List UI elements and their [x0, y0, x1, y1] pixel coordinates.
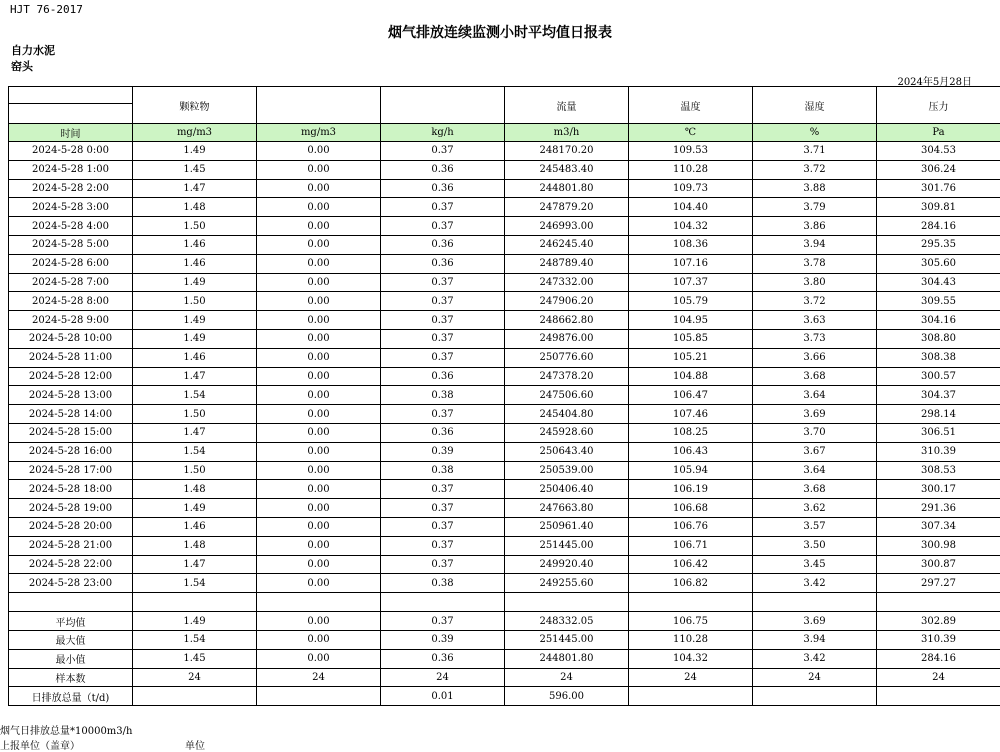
cell-pressure: 304.43 — [877, 273, 1000, 292]
cell-time: 2024-5-28 17:00 — [9, 461, 133, 480]
cell-pressure: 304.16 — [877, 311, 1000, 330]
cell-time: 2024-5-28 14:00 — [9, 405, 133, 424]
cell-humidity: 3.66 — [753, 348, 877, 367]
summary-cell-mg: 24 — [257, 668, 381, 687]
table-row — [9, 405, 1000, 424]
cell-temperature: 106.43 — [629, 442, 753, 461]
header-cell-humidity: 湿度 — [753, 87, 877, 124]
cell-time: 2024-5-28 12:00 — [9, 367, 133, 386]
summary-row — [9, 612, 1000, 631]
cell-humidity: 3.69 — [753, 405, 877, 424]
spacer-cell — [257, 593, 381, 612]
cell-kg: 0.36 — [381, 367, 505, 386]
cell-flow: 249255.60 — [505, 574, 629, 593]
cell-time: 2024-5-28 10:00 — [9, 329, 133, 348]
cell-time: 2024-5-28 13:00 — [9, 386, 133, 405]
cell-mg: 0.00 — [257, 179, 381, 198]
cell-humidity: 3.64 — [753, 386, 877, 405]
spacer-row — [9, 593, 1000, 612]
cell-time: 2024-5-28 1:00 — [9, 160, 133, 179]
cell-flow: 251445.00 — [505, 536, 629, 555]
unit-row — [9, 124, 1000, 142]
cell-mg: 0.00 — [257, 311, 381, 330]
cell-kg: 0.36 — [381, 254, 505, 273]
cell-pressure: 308.53 — [877, 461, 1000, 480]
unit-cell-temperature: ℃ — [629, 124, 753, 142]
cell-particulate: 1.47 — [133, 367, 257, 386]
header-cell-pressure: 压力 — [877, 87, 1000, 124]
unit-label: 单位 — [185, 737, 205, 752]
cell-kg: 0.36 — [381, 179, 505, 198]
header-cell-kg — [381, 87, 505, 124]
summary-cell-pressure — [877, 687, 1000, 706]
header-row — [9, 87, 1000, 124]
cell-temperature: 106.71 — [629, 536, 753, 555]
cell-humidity: 3.62 — [753, 499, 877, 518]
summary-cell-kg: 0.36 — [381, 649, 505, 668]
spacer-cell — [133, 593, 257, 612]
cell-mg: 0.00 — [257, 367, 381, 386]
cell-temperature: 107.16 — [629, 254, 753, 273]
cell-pressure: 306.51 — [877, 423, 1000, 442]
cell-time: 2024-5-28 5:00 — [9, 235, 133, 254]
cell-particulate: 1.50 — [133, 461, 257, 480]
unit-cell-particulate: mg/m3 — [133, 124, 257, 142]
summary-cell-kg: 0.39 — [381, 630, 505, 649]
cell-flow: 245928.60 — [505, 423, 629, 442]
cell-humidity: 3.67 — [753, 442, 877, 461]
cell-mg: 0.00 — [257, 517, 381, 536]
cell-flow: 250643.40 — [505, 442, 629, 461]
cell-time: 2024-5-28 2:00 — [9, 179, 133, 198]
spacer-cell — [9, 593, 133, 612]
cell-kg: 0.36 — [381, 235, 505, 254]
table-row — [9, 348, 1000, 367]
cell-humidity: 3.78 — [753, 254, 877, 273]
cell-pressure: 307.34 — [877, 517, 1000, 536]
cell-flow: 247506.60 — [505, 386, 629, 405]
cell-mg: 0.00 — [257, 329, 381, 348]
cell-flow: 247663.80 — [505, 499, 629, 518]
cell-time: 2024-5-28 16:00 — [9, 442, 133, 461]
summary-cell-particulate: 1.45 — [133, 649, 257, 668]
cell-mg: 0.00 — [257, 142, 381, 161]
spacer-cell — [505, 593, 629, 612]
report-table — [8, 86, 1000, 706]
cell-particulate: 1.47 — [133, 179, 257, 198]
cell-humidity: 3.71 — [753, 142, 877, 161]
summary-cell-mg: 0.00 — [257, 649, 381, 668]
summary-cell-mg: 0.00 — [257, 630, 381, 649]
unit-cell-humidity: % — [753, 124, 877, 142]
cell-particulate: 1.48 — [133, 198, 257, 217]
cell-flow: 248170.20 — [505, 142, 629, 161]
cell-particulate: 1.49 — [133, 499, 257, 518]
cell-particulate: 1.45 — [133, 160, 257, 179]
summary-row — [9, 668, 1000, 687]
cell-flow: 247332.00 — [505, 273, 629, 292]
cell-particulate: 1.46 — [133, 235, 257, 254]
cell-pressure: 304.53 — [877, 142, 1000, 161]
summary-cell-pressure: 310.39 — [877, 630, 1000, 649]
cell-particulate: 1.48 — [133, 480, 257, 499]
cell-temperature: 109.53 — [629, 142, 753, 161]
cell-pressure: 298.14 — [877, 405, 1000, 424]
summary-row — [9, 687, 1000, 706]
cell-pressure: 304.37 — [877, 386, 1000, 405]
cell-flow: 250406.40 — [505, 480, 629, 499]
cell-mg: 0.00 — [257, 461, 381, 480]
cell-humidity: 3.68 — [753, 367, 877, 386]
report-date: 2024年5月28日 — [897, 73, 972, 88]
cell-particulate: 1.54 — [133, 574, 257, 593]
cell-kg: 0.38 — [381, 386, 505, 405]
spacer-cell — [753, 593, 877, 612]
cell-flow: 245404.80 — [505, 405, 629, 424]
location-name: 窑头 — [11, 58, 33, 74]
cell-kg: 0.37 — [381, 273, 505, 292]
cell-mg: 0.00 — [257, 160, 381, 179]
cell-flow: 246993.00 — [505, 217, 629, 236]
table-row — [9, 536, 1000, 555]
summary-cell-temperature: 106.75 — [629, 612, 753, 631]
table-row — [9, 517, 1000, 536]
summary-cell-particulate: 24 — [133, 668, 257, 687]
cell-kg: 0.37 — [381, 329, 505, 348]
cell-kg: 0.37 — [381, 480, 505, 499]
cell-flow: 250539.00 — [505, 461, 629, 480]
summary-cell-humidity: 3.69 — [753, 612, 877, 631]
cell-temperature: 107.37 — [629, 273, 753, 292]
cell-mg: 0.00 — [257, 423, 381, 442]
cell-temperature: 106.68 — [629, 499, 753, 518]
summary-cell-kg: 24 — [381, 668, 505, 687]
cell-flow: 244801.80 — [505, 179, 629, 198]
cell-temperature: 104.88 — [629, 367, 753, 386]
footer-note: 烟气日排放总量*10000m3/h — [0, 722, 132, 737]
table-row — [9, 423, 1000, 442]
cell-particulate: 1.49 — [133, 142, 257, 161]
cell-humidity: 3.88 — [753, 179, 877, 198]
summary-cell-mg: 0.00 — [257, 612, 381, 631]
cell-humidity: 3.94 — [753, 235, 877, 254]
cell-mg: 0.00 — [257, 235, 381, 254]
cell-time: 2024-5-28 22:00 — [9, 555, 133, 574]
table-row — [9, 367, 1000, 386]
cell-temperature: 105.85 — [629, 329, 753, 348]
cell-flow: 248789.40 — [505, 254, 629, 273]
cell-time: 2024-5-28 15:00 — [9, 423, 133, 442]
summary-cell-humidity: 3.42 — [753, 649, 877, 668]
cell-time: 2024-5-28 18:00 — [9, 480, 133, 499]
summary-cell-kg: 0.01 — [381, 687, 505, 706]
unit-cell-pressure: Pa — [877, 124, 1000, 142]
cell-humidity: 3.45 — [753, 555, 877, 574]
cell-time: 2024-5-28 20:00 — [9, 517, 133, 536]
cell-humidity: 3.64 — [753, 461, 877, 480]
summary-cell-temperature: 104.32 — [629, 649, 753, 668]
cell-particulate: 1.49 — [133, 273, 257, 292]
header-cell-time — [9, 87, 133, 124]
cell-pressure: 306.24 — [877, 160, 1000, 179]
cell-humidity: 3.72 — [753, 292, 877, 311]
cell-humidity: 3.50 — [753, 536, 877, 555]
cell-kg: 0.37 — [381, 555, 505, 574]
cell-pressure: 300.57 — [877, 367, 1000, 386]
cell-temperature: 105.79 — [629, 292, 753, 311]
summary-cell-kg: 0.37 — [381, 612, 505, 631]
cell-humidity: 3.57 — [753, 517, 877, 536]
header-cell-particulate: 颗粒物 — [133, 87, 257, 124]
summary-cell-pressure: 284.16 — [877, 649, 1000, 668]
cell-time: 2024-5-28 7:00 — [9, 273, 133, 292]
cell-mg: 0.00 — [257, 217, 381, 236]
table-row — [9, 254, 1000, 273]
cell-humidity: 3.73 — [753, 329, 877, 348]
cell-time: 2024-5-28 6:00 — [9, 254, 133, 273]
table-row — [9, 198, 1000, 217]
unit-cell-kg: kg/h — [381, 124, 505, 142]
summary-cell-flow: 248332.05 — [505, 612, 629, 631]
summary-cell-particulate: 1.49 — [133, 612, 257, 631]
cell-particulate: 1.50 — [133, 217, 257, 236]
cell-mg: 0.00 — [257, 499, 381, 518]
header-cell-mg — [257, 87, 381, 124]
cell-flow: 245483.40 — [505, 160, 629, 179]
cell-temperature: 108.36 — [629, 235, 753, 254]
cell-kg: 0.38 — [381, 574, 505, 593]
cell-mg: 0.00 — [257, 254, 381, 273]
summary-cell-particulate — [133, 687, 257, 706]
cell-mg: 0.00 — [257, 273, 381, 292]
cell-flow: 250776.60 — [505, 348, 629, 367]
summary-cell-temperature — [629, 687, 753, 706]
cell-pressure: 300.87 — [877, 555, 1000, 574]
cell-temperature: 106.76 — [629, 517, 753, 536]
cell-pressure: 309.55 — [877, 292, 1000, 311]
cell-pressure: 300.17 — [877, 480, 1000, 499]
cell-particulate: 1.47 — [133, 423, 257, 442]
cell-particulate: 1.46 — [133, 348, 257, 367]
cell-temperature: 104.95 — [629, 311, 753, 330]
cell-mg: 0.00 — [257, 536, 381, 555]
cell-particulate: 1.48 — [133, 536, 257, 555]
cell-mg: 0.00 — [257, 442, 381, 461]
summary-cell-temperature: 24 — [629, 668, 753, 687]
unit-cell-flow: m3/h — [505, 124, 629, 142]
spacer-cell — [629, 593, 753, 612]
cell-temperature: 106.47 — [629, 386, 753, 405]
cell-time: 2024-5-28 0:00 — [9, 142, 133, 161]
cell-humidity: 3.68 — [753, 480, 877, 499]
cell-humidity: 3.79 — [753, 198, 877, 217]
cell-time: 2024-5-28 11:00 — [9, 348, 133, 367]
cell-temperature: 110.28 — [629, 160, 753, 179]
table-row — [9, 442, 1000, 461]
table-row — [9, 292, 1000, 311]
cell-flow: 250961.40 — [505, 517, 629, 536]
cell-kg: 0.37 — [381, 499, 505, 518]
cell-kg: 0.37 — [381, 292, 505, 311]
table-row — [9, 574, 1000, 593]
cell-particulate: 1.46 — [133, 254, 257, 273]
cell-temperature: 104.40 — [629, 198, 753, 217]
summary-row — [9, 630, 1000, 649]
cell-pressure: 295.35 — [877, 235, 1000, 254]
cell-flow: 247906.20 — [505, 292, 629, 311]
cell-humidity: 3.42 — [753, 574, 877, 593]
cell-pressure: 308.38 — [877, 348, 1000, 367]
cell-mg: 0.00 — [257, 386, 381, 405]
table-row — [9, 499, 1000, 518]
cell-kg: 0.37 — [381, 142, 505, 161]
cell-flow: 246245.40 — [505, 235, 629, 254]
cell-mg: 0.00 — [257, 292, 381, 311]
cell-temperature: 108.25 — [629, 423, 753, 442]
cell-mg: 0.00 — [257, 405, 381, 424]
cell-time: 2024-5-28 4:00 — [9, 217, 133, 236]
standard-code: HJT 76-2017 — [10, 3, 83, 16]
table-row — [9, 480, 1000, 499]
table-row — [9, 235, 1000, 254]
cell-particulate: 1.46 — [133, 517, 257, 536]
cell-kg: 0.37 — [381, 348, 505, 367]
table-row — [9, 329, 1000, 348]
cell-pressure: 291.36 — [877, 499, 1000, 518]
spacer-cell — [381, 593, 505, 612]
summary-row — [9, 649, 1000, 668]
summary-cell-mg — [257, 687, 381, 706]
cell-pressure: 301.76 — [877, 179, 1000, 198]
summary-cell-particulate: 1.54 — [133, 630, 257, 649]
summary-cell-time: 日排放总量（t/d) — [9, 687, 133, 706]
summary-cell-flow: 596.00 — [505, 687, 629, 706]
cell-time: 2024-5-28 23:00 — [9, 574, 133, 593]
summary-cell-time: 最大值 — [9, 630, 133, 649]
cell-pressure: 305.60 — [877, 254, 1000, 273]
cell-kg: 0.37 — [381, 405, 505, 424]
cell-temperature: 107.46 — [629, 405, 753, 424]
cell-flow: 249920.40 — [505, 555, 629, 574]
table-row — [9, 217, 1000, 236]
cell-flow: 249876.00 — [505, 329, 629, 348]
cell-particulate: 1.50 — [133, 292, 257, 311]
table-row — [9, 179, 1000, 198]
cell-particulate: 1.49 — [133, 311, 257, 330]
cell-humidity: 3.86 — [753, 217, 877, 236]
cell-mg: 0.00 — [257, 555, 381, 574]
cell-pressure: 284.16 — [877, 217, 1000, 236]
summary-cell-time: 平均值 — [9, 612, 133, 631]
cell-temperature: 106.19 — [629, 480, 753, 499]
cell-time: 2024-5-28 3:00 — [9, 198, 133, 217]
summary-cell-time: 样本数 — [9, 668, 133, 687]
summary-cell-flow: 244801.80 — [505, 649, 629, 668]
spacer-cell — [877, 593, 1000, 612]
cell-kg: 0.38 — [381, 461, 505, 480]
cell-kg: 0.37 — [381, 536, 505, 555]
cell-temperature: 105.21 — [629, 348, 753, 367]
cell-humidity: 3.72 — [753, 160, 877, 179]
summary-cell-temperature: 110.28 — [629, 630, 753, 649]
cell-mg: 0.00 — [257, 574, 381, 593]
table-row — [9, 160, 1000, 179]
cell-temperature: 104.32 — [629, 217, 753, 236]
cell-kg: 0.39 — [381, 442, 505, 461]
cell-kg: 0.36 — [381, 423, 505, 442]
cell-particulate: 1.54 — [133, 442, 257, 461]
cell-pressure: 300.98 — [877, 536, 1000, 555]
table-row — [9, 461, 1000, 480]
summary-cell-humidity: 3.94 — [753, 630, 877, 649]
cell-pressure: 309.81 — [877, 198, 1000, 217]
cell-particulate: 1.49 — [133, 329, 257, 348]
company-name: 自力水泥 — [11, 42, 55, 58]
cell-pressure: 297.27 — [877, 574, 1000, 593]
cell-humidity: 3.63 — [753, 311, 877, 330]
table-row — [9, 142, 1000, 161]
table-row — [9, 386, 1000, 405]
cell-temperature: 106.82 — [629, 574, 753, 593]
cell-pressure: 308.80 — [877, 329, 1000, 348]
cell-temperature: 105.94 — [629, 461, 753, 480]
summary-cell-humidity: 24 — [753, 668, 877, 687]
cell-kg: 0.37 — [381, 217, 505, 236]
table-row — [9, 273, 1000, 292]
table-row — [9, 555, 1000, 574]
unit-cell-mg: mg/m3 — [257, 124, 381, 142]
cell-pressure: 310.39 — [877, 442, 1000, 461]
cell-flow: 248662.80 — [505, 311, 629, 330]
cell-time: 2024-5-28 9:00 — [9, 311, 133, 330]
cell-time: 2024-5-28 19:00 — [9, 499, 133, 518]
cell-kg: 0.37 — [381, 198, 505, 217]
cell-humidity: 3.80 — [753, 273, 877, 292]
cell-mg: 0.00 — [257, 348, 381, 367]
cell-particulate: 1.47 — [133, 555, 257, 574]
header-cell-flow: 流量 — [505, 87, 629, 124]
cell-flow: 247378.20 — [505, 367, 629, 386]
cell-kg: 0.36 — [381, 160, 505, 179]
cell-temperature: 109.73 — [629, 179, 753, 198]
reporting-unit-label: 上报单位（盖章） — [0, 737, 80, 752]
summary-cell-flow: 24 — [505, 668, 629, 687]
summary-cell-time: 最小值 — [9, 649, 133, 668]
cell-mg: 0.00 — [257, 480, 381, 499]
cell-flow: 247879.20 — [505, 198, 629, 217]
cell-time: 2024-5-28 21:00 — [9, 536, 133, 555]
cell-temperature: 106.42 — [629, 555, 753, 574]
summary-cell-humidity — [753, 687, 877, 706]
cell-kg: 0.37 — [381, 311, 505, 330]
unit-cell-time: 时间 — [9, 124, 133, 142]
cell-time: 2024-5-28 8:00 — [9, 292, 133, 311]
table-row — [9, 311, 1000, 330]
summary-cell-pressure: 302.89 — [877, 612, 1000, 631]
cell-particulate: 1.54 — [133, 386, 257, 405]
summary-cell-flow: 251445.00 — [505, 630, 629, 649]
report-title: 烟气排放连续监测小时平均值日报表 — [0, 22, 1000, 42]
header-corner-divider — [9, 87, 132, 104]
header-cell-temperature: 温度 — [629, 87, 753, 124]
cell-kg: 0.37 — [381, 517, 505, 536]
cell-humidity: 3.70 — [753, 423, 877, 442]
summary-cell-pressure: 24 — [877, 668, 1000, 687]
cell-mg: 0.00 — [257, 198, 381, 217]
cell-particulate: 1.50 — [133, 405, 257, 424]
